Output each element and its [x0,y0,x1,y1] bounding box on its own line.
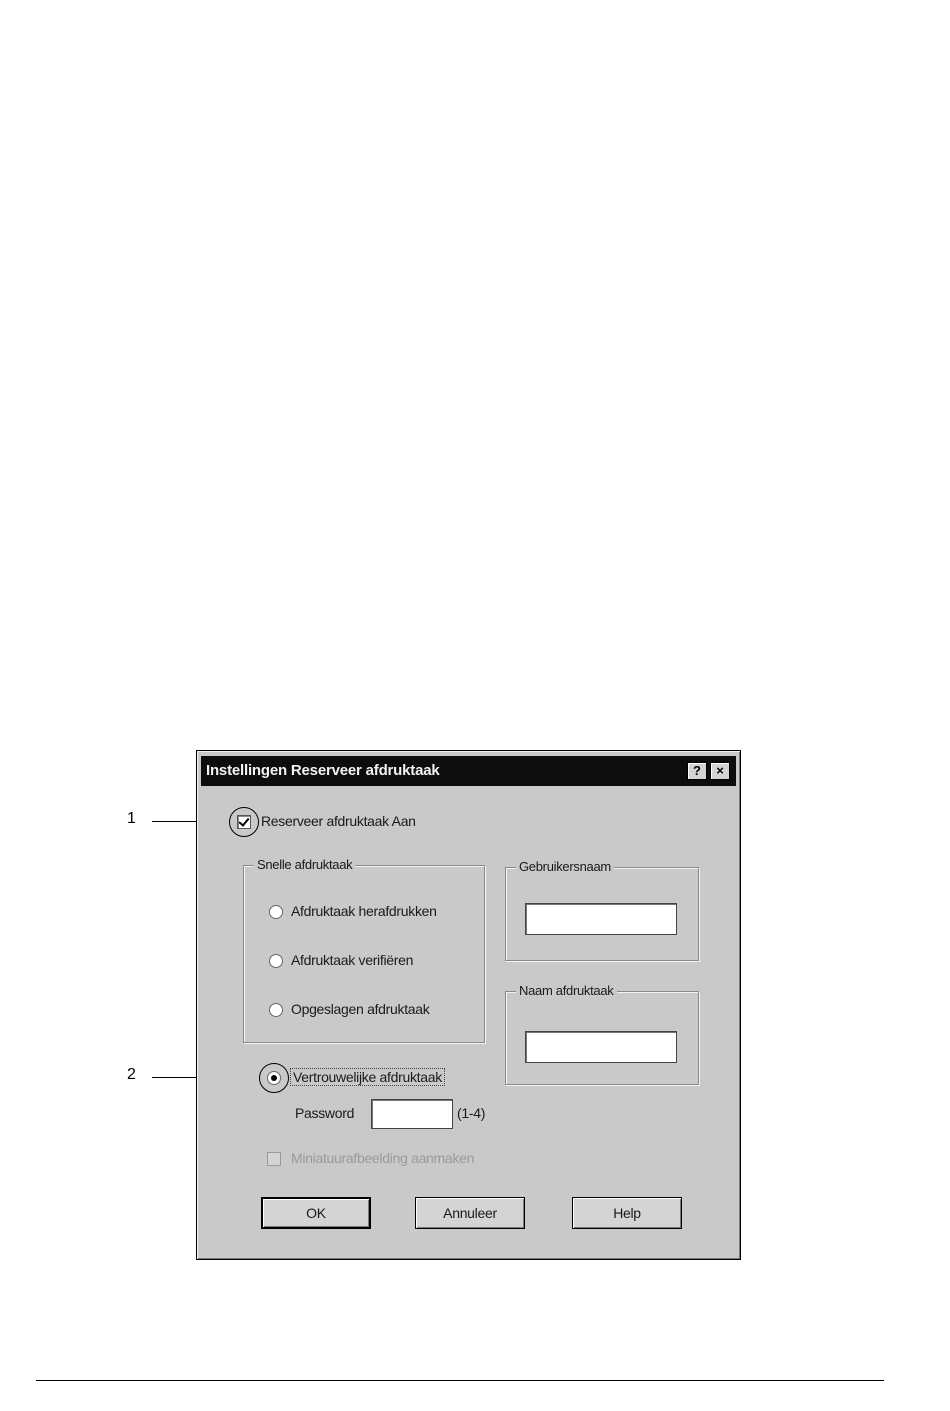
help-icon[interactable]: ? [687,762,707,780]
job-name-input[interactable] [525,1031,677,1063]
password-label: Password [295,1105,355,1121]
reserve-job-checkbox[interactable] [237,815,251,829]
job-name-group-title: Naam afdruktaak [516,983,617,998]
confidential-job-radio-label[interactable]: Vertrouwelijke afdruktaak [293,1069,442,1085]
callout-number-2: 2 [127,1066,136,1083]
reprint-job-radio[interactable] [269,905,283,919]
dialog-title: Instellingen Reserveer afdruktaak [206,762,440,779]
user-name-group-title: Gebruikersnaam [516,859,614,874]
user-name-input[interactable] [525,903,677,935]
confidential-job-radio[interactable] [267,1071,281,1085]
ok-button[interactable]: OK [261,1197,371,1229]
dialog-titlebar[interactable] [201,756,736,786]
help-button[interactable]: Help [572,1197,682,1229]
close-icon[interactable]: × [710,762,730,780]
reprint-job-radio-label[interactable]: Afdruktaak herafdrukken [291,903,437,919]
cancel-button[interactable]: Annuleer [415,1197,525,1229]
password-hint: (1-4) [457,1105,486,1121]
create-thumbnail-checkbox-label[interactable]: Miniatuurafbeelding aanmaken [291,1150,475,1166]
create-thumbnail-checkbox[interactable] [267,1152,281,1166]
quick-job-group-title: Snelle afdruktaak [254,857,355,872]
reserve-job-settings-dialog [196,750,741,1260]
stored-job-radio[interactable] [269,1003,283,1017]
stored-job-radio-label[interactable]: Opgeslagen afdruktaak [291,1001,430,1017]
page-bottom-rule [36,1380,884,1381]
verify-job-radio-label[interactable]: Afdruktaak verifiëren [291,952,414,968]
verify-job-radio[interactable] [269,954,283,968]
password-input[interactable] [371,1099,453,1129]
reserve-job-checkbox-label[interactable]: Reserveer afdruktaak Aan [261,813,416,829]
callout-number-1: 1 [127,810,136,827]
